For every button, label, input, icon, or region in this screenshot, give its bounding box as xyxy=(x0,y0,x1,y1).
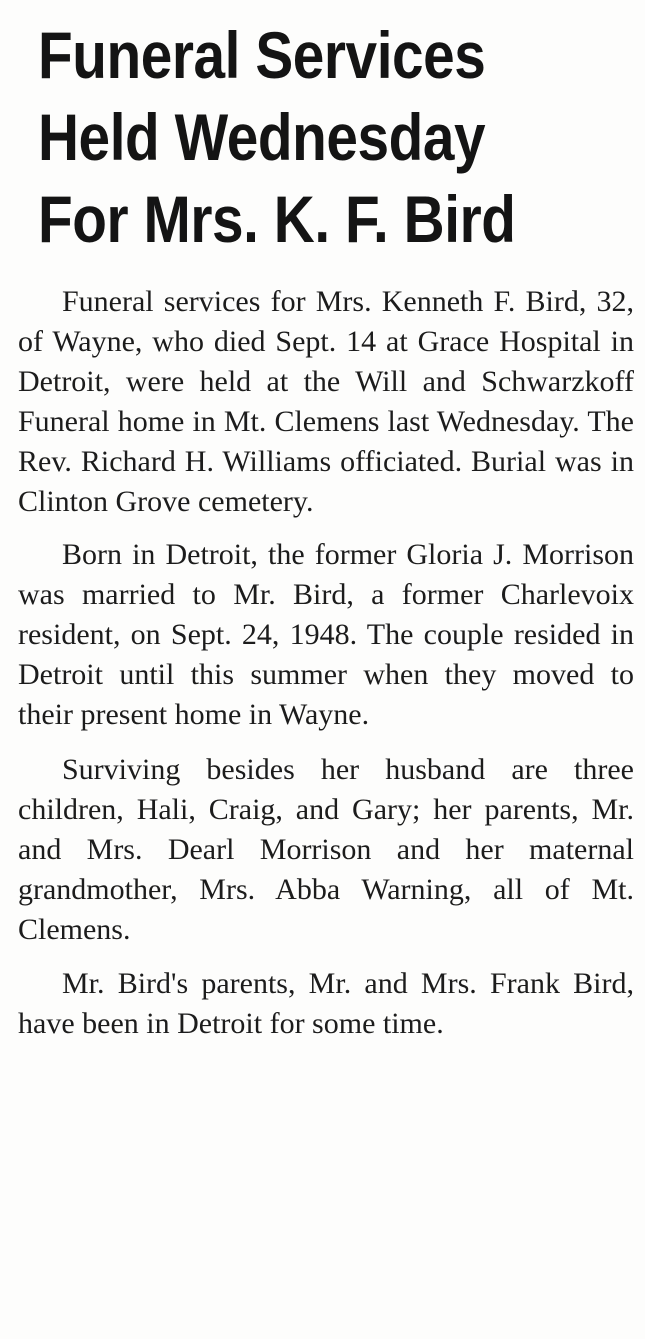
headline xyxy=(38,14,554,260)
article-paragraph: Surviving besides her husband are three children, Hali, Craig, and Gary; her parents, Mr. and Mrs. Dearl Morrison and her maternal grandmother, Mrs. Abba Warning, all of Mt. Clemens. xyxy=(18,753,634,946)
headline-line: Funeral Services xyxy=(38,18,486,92)
article-paragraph: Mr. Bird's parents, Mr. and Mrs. Frank Bird, have been in Detroit for some time. xyxy=(18,967,634,1040)
article-paragraph: Funeral services for Mrs. Kenneth F. Bird, 32, of Wayne, who died Sept. 14 at Grace Hospital in Detroit, were held at the Will and Schwarzkoff Funeral home in Mt. Clemens last Wednesday. The Rev. Richard H. Williams officiated. Burial was in Clinton Grove cemetery. xyxy=(18,285,634,518)
headline-line: For Mrs. K. F. Bird xyxy=(38,182,516,256)
headline-line: Held Wednesday xyxy=(38,100,486,174)
article-paragraph: Born in Detroit, the former Gloria J. Morrison was married to Mr. Bird, a former Charlevoix resident, on Sept. 24, 1948. The couple resided in Detroit until this summer when they moved to their present home in Wayne. xyxy=(18,538,634,731)
article-body xyxy=(18,282,634,1057)
